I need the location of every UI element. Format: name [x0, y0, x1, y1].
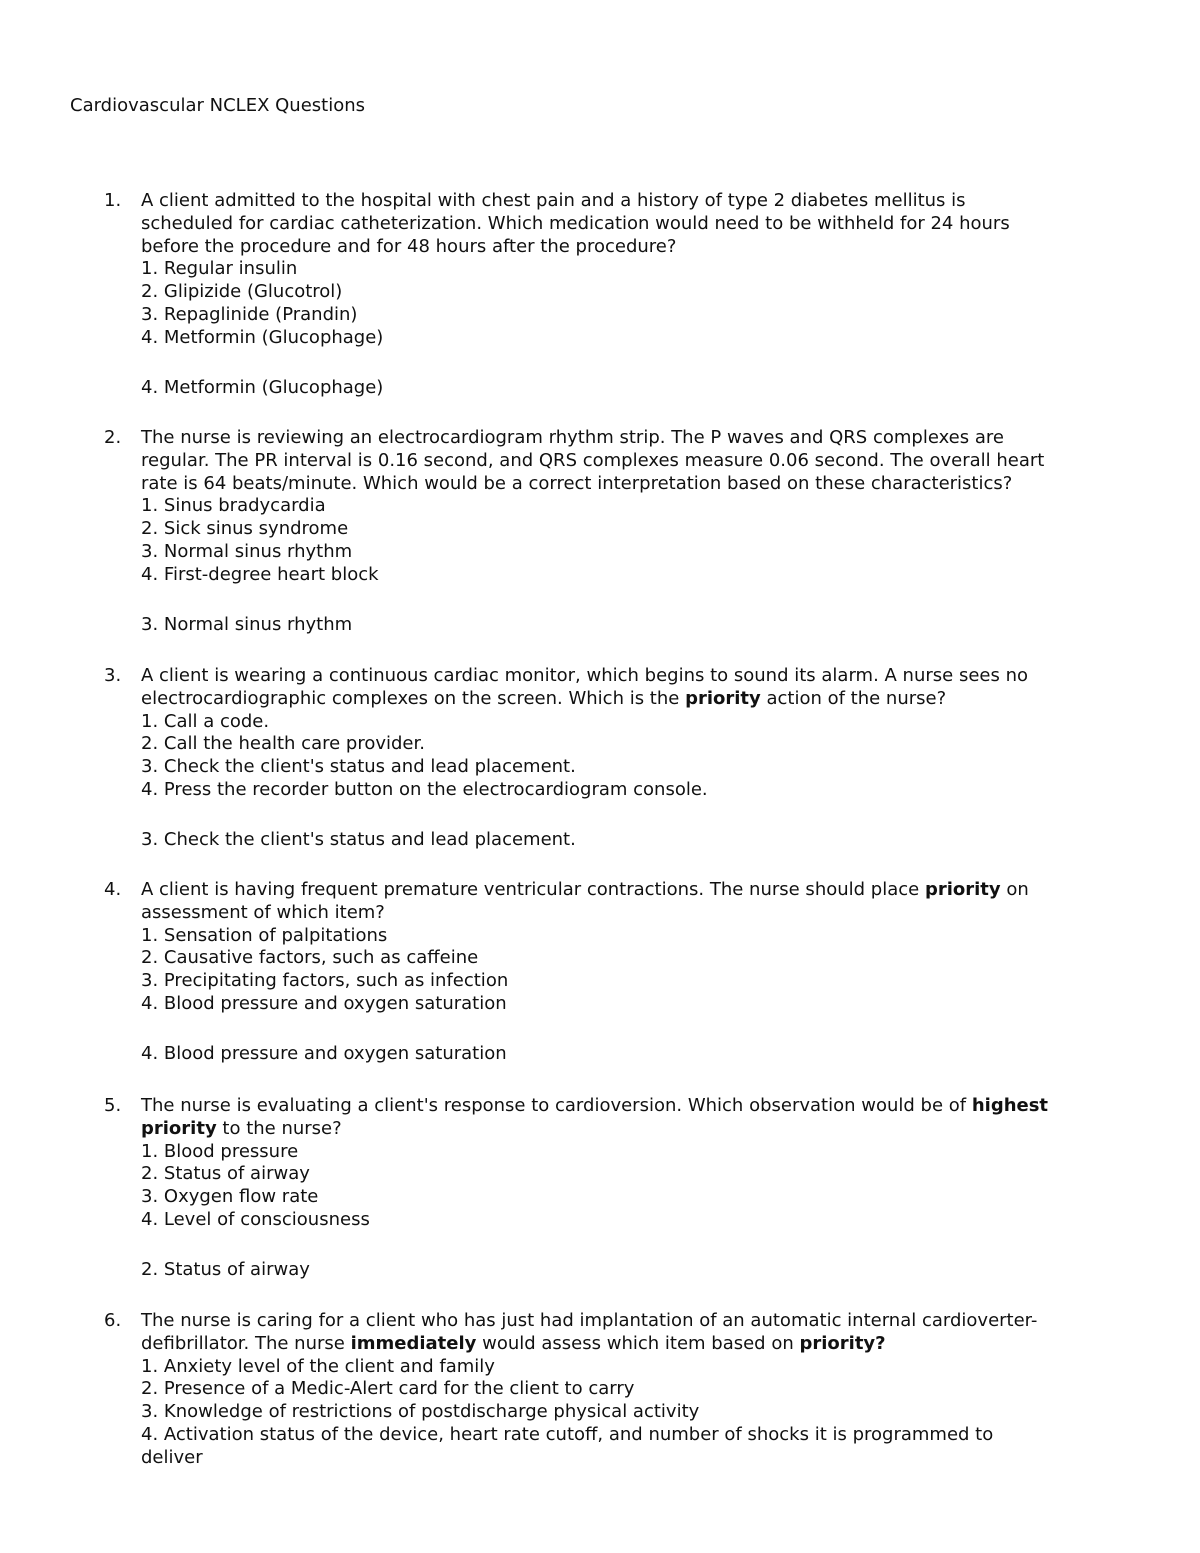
stem-text: The nurse is reviewing an electrocardiogram rhythm strip. The P waves and QRS complexes are regular. The PR interval is 0.16 second, and QRS complexes measure 0.06 second. The overall heart rate is 64 beats/minute. Which would be a correct interpretation based on these characteristics? — [141, 427, 1045, 494]
question-number: 1. — [104, 190, 122, 211]
correct-answer: 2. Status of airway — [141, 1258, 310, 1280]
stem-emphasis: priority — [685, 687, 761, 709]
correct-answer: 4. Metformin (Glucophage) — [141, 376, 384, 398]
question-stem — [141, 190, 1141, 258]
answer-option: 4. Press the recorder button on the electrocardiogram console. — [141, 778, 708, 800]
answer-option: 2. Status of airway — [141, 1163, 310, 1185]
stem-text: on assessment of which item? — [141, 879, 1029, 923]
question-stem — [141, 665, 1141, 711]
correct-answer: 3. Normal sinus rhythm — [141, 613, 353, 635]
answer-option: 3. Precipitating factors, such as infection — [141, 970, 509, 992]
question-number: 2. — [104, 427, 122, 448]
stem-text: A client admitted to the hospital with chest pain and a history of type 2 diabetes mellitus is scheduled for cardiac catheterization. Which medication would need to be withheld for 24 hours before the procedure and for 48 hours after the procedure? — [141, 190, 1010, 257]
question-body — [141, 1095, 1141, 1282]
answer-option: 3. Check the client's status and lead placement. — [141, 756, 576, 778]
correct-answer: 4. Blood pressure and oxygen saturation — [141, 1042, 507, 1064]
question-number: 5. — [104, 1095, 122, 1116]
stem-text: A client is wearing a continuous cardiac monitor, which begins to sound its alarm. A nurse sees no electrocardiographic complexes on the screen. Which is the — [141, 665, 1028, 709]
question-body — [141, 427, 1141, 636]
question-number: 3. — [104, 665, 122, 686]
stem-emphasis: priority? — [799, 1332, 886, 1354]
stem-emphasis: highest priority — [141, 1095, 1049, 1139]
stem-text: A client is having frequent premature ventricular contractions. The nurse should place — [141, 879, 925, 900]
answer-option: 2. Causative factors, such as caffeine — [141, 947, 479, 969]
answer-option: 1. Call a code. — [141, 710, 270, 732]
answer-option: 3. Oxygen flow rate — [141, 1186, 319, 1208]
answer-option: 3. Knowledge of restrictions of postdischarge physical activity — [141, 1401, 700, 1423]
answer-option: 3. Normal sinus rhythm — [141, 540, 353, 562]
stem-text: The nurse is evaluating a client's response to cardioversion. Which observation would be of — [141, 1095, 972, 1116]
stem-text: action of the nurse? — [760, 687, 947, 709]
answer-option: 3. Repaglinide (Prandin) — [141, 303, 358, 325]
question-stem — [141, 879, 1141, 925]
answer-option: 1. Anxiety level of the client and family — [141, 1355, 495, 1377]
stem-text: The nurse is caring for a client who has just had implantation of an automatic internal cardioverter- defibrillator. The nurse — [141, 1310, 1038, 1354]
question-stem — [141, 1310, 1141, 1356]
answer-option: 4. Activation status of the device, heart rate cutoff, and number of shocks it is programmed to deliver — [141, 1423, 994, 1468]
document-title: Cardiovascular NCLEX Questions — [70, 95, 366, 116]
stem-emphasis: immediately — [350, 1332, 477, 1354]
question-body — [141, 1310, 1141, 1470]
answer-option: 4. Metformin (Glucophage) — [141, 326, 384, 348]
answer-option: 1. Blood pressure — [141, 1140, 299, 1162]
question-stem — [141, 1095, 1141, 1141]
question-number: 4. — [104, 879, 122, 900]
answer-option: 1. Regular insulin — [141, 258, 298, 280]
question-body — [141, 665, 1141, 852]
stem-emphasis: priority — [924, 879, 1001, 900]
answer-option: 2. Sick sinus syndrome — [141, 518, 349, 540]
answer-option: 4. First-degree heart block — [141, 563, 379, 585]
answer-option: 2. Glipizide (Glucotrol) — [141, 281, 343, 303]
answer-option: 2. Call the health care provider. — [141, 733, 425, 755]
question-number: 6. — [104, 1310, 122, 1331]
answer-option: 1. Sinus bradycardia — [141, 495, 326, 517]
answer-option: 4. Level of consciousness — [141, 1208, 370, 1230]
stem-text: to the nurse? — [216, 1117, 342, 1139]
question-stem — [141, 427, 1141, 495]
answer-option: 4. Blood pressure and oxygen saturation — [141, 992, 507, 1014]
question-body — [141, 879, 1141, 1066]
stem-text: would assess which item based on — [476, 1332, 800, 1354]
answer-option: 1. Sensation of palpitations — [141, 924, 388, 946]
question-body — [141, 190, 1141, 399]
answer-option: 2. Presence of a Medic-Alert card for the client to carry — [141, 1378, 635, 1400]
correct-answer: 3. Check the client's status and lead placement. — [141, 828, 576, 850]
